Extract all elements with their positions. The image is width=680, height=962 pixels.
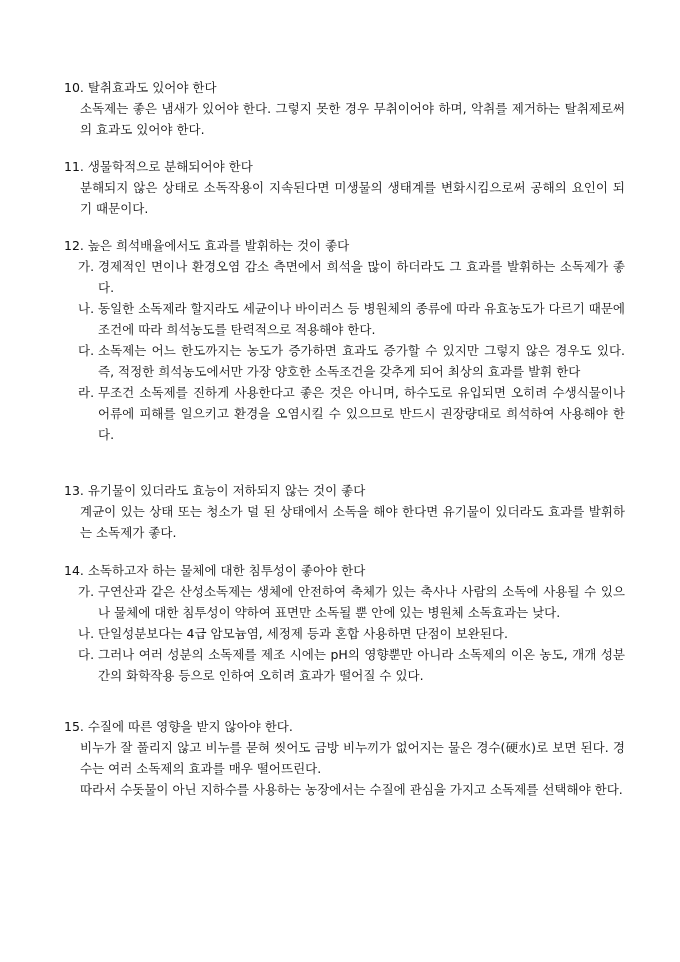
section-12 — [64, 236, 624, 445]
list-text: 무조건 소독제를 진하게 사용한다고 좋은 것은 아니며, 하수도로 유입되면 오히려 수생식물이나 어류에 피해를 일으키고 환경을 오염시킬 수 있으므로 반드시 권장량대로 희석하여 사용해야 한다. — [98, 385, 625, 442]
section-heading: 11. 생물학적으로 분해되어야 한다 — [64, 159, 253, 174]
section-heading: 10. 탈취효과도 있어야 한다 — [64, 80, 217, 95]
list-item — [78, 256, 625, 298]
list-text: 소독제는 어느 한도까지는 농도가 증가하면 효과도 증가할 수 있지만 그렇지 않은 경우도 있다. 즉, 적정한 희석농도에서만 가장 양호한 소독조건을 갖추게 되어 최상의 효과를 발휘 한다 — [98, 343, 625, 379]
section-heading: 13. 유기물이 있더라도 효능이 저하되지 않는 것이 좋다 — [64, 483, 366, 498]
list-item — [78, 298, 625, 340]
list-item — [78, 581, 625, 623]
section-15 — [64, 717, 624, 800]
list-marker: 라. — [78, 385, 95, 400]
section-11 — [64, 157, 624, 219]
section-paragraph: 소독제는 좋은 냄새가 있어야 한다. 그렇지 못한 경우 무취이어야 하며, 악취를 제거하는 탈취제로써의 효과도 있어야 한다. — [80, 101, 625, 137]
section-heading: 12. 높은 희석배율에서도 효과를 발휘하는 것이 좋다 — [64, 238, 350, 253]
list-marker: 나. — [78, 301, 95, 316]
list-marker: 나. — [78, 626, 95, 641]
section-paragraph: 따라서 수돗물이 아닌 지하수를 사용하는 농장에서는 수질에 관심을 가지고 소독제를 선택해야 한다. — [80, 782, 623, 797]
section-10 — [64, 78, 624, 140]
list-item — [78, 623, 625, 644]
list-marker: 가. — [78, 259, 95, 274]
list-text: 구연산과 같은 산성소독제는 생체에 안전하여 축체가 있는 축사나 사람의 소독에 사용될 수 있으나 물체에 대한 침투성이 약하여 표면만 소독될 뿐 안에 있는 병원체 소독효과는 낮다. — [98, 584, 625, 620]
list-text: 단일성분보다는 4급 암모늄염, 세정제 등과 혼합 사용하면 단점이 보완된다. — [98, 626, 508, 641]
list-text: 동일한 소독제라 할지라도 세균이나 바이러스 등 병원체의 종류에 따라 유효농도가 다르기 때문에 조건에 따라 희석농도를 탄력적으로 적용해야 한다. — [98, 301, 625, 337]
list-item — [78, 644, 625, 686]
section-14 — [64, 561, 624, 686]
list-text: 그러나 여러 성분의 소독제를 제조 시에는 pH의 영향뿐만 아니라 소독제의 이온 농도, 개개 성분간의 화학작용 등으로 인하여 오히려 효과가 떨어질 수 있다. — [98, 647, 625, 683]
list-marker: 다. — [78, 343, 95, 358]
list-marker: 가. — [78, 584, 95, 599]
section-heading: 15. 수질에 따른 영향을 받지 않아야 한다. — [64, 719, 293, 734]
section-paragraph: 계균이 있는 상태 또는 청소가 덜 된 상태에서 소독을 해야 한다면 유기물이 있더라도 효과를 발휘하는 소독제가 좋다. — [80, 504, 625, 540]
section-13 — [64, 481, 624, 543]
section-paragraph: 비누가 잘 풀리지 않고 비누를 묻혀 씻어도 금방 비누끼가 없어지는 물은 경수(硬水)로 보면 된다. 경수는 여러 소독제의 효과를 매우 떨어뜨린다. — [80, 740, 625, 776]
section-paragraph: 분해되지 않은 상태로 소독작용이 지속된다면 미생물의 생태계를 변화시킴으로써 공해의 요인이 되기 때문이다. — [80, 180, 625, 216]
list-item — [78, 382, 625, 445]
list-item — [78, 340, 625, 382]
list-marker: 다. — [78, 647, 95, 662]
section-heading: 14. 소독하고자 하는 물체에 대한 침투성이 좋아야 한다 — [64, 563, 366, 578]
list-text: 경제적인 면이나 환경오염 감소 측면에서 희석을 많이 하더라도 그 효과를 발휘하는 소독제가 좋다. — [98, 259, 625, 295]
